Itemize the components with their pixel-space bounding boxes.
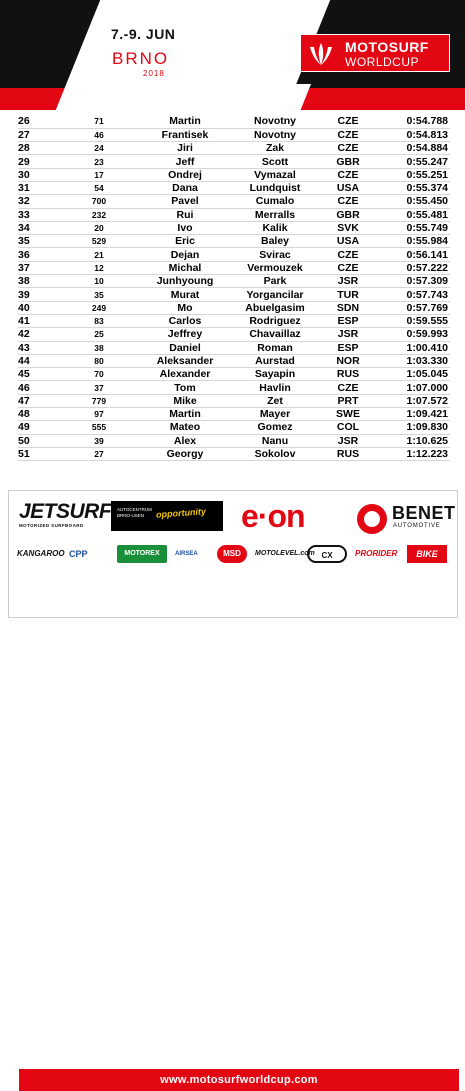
first-name-cell: Martin: [140, 408, 230, 421]
nation-cell: NOR: [320, 354, 376, 367]
nation-cell: SWE: [320, 408, 376, 421]
nation-cell: CZE: [320, 128, 376, 141]
first-name-cell: Frantisek: [140, 128, 230, 141]
lap-time-cell: 0:57.769: [376, 301, 450, 314]
nation-cell: CZE: [320, 168, 376, 181]
nation-cell: GBR: [320, 155, 376, 168]
brand-title: MOTOSURF: [345, 39, 429, 55]
first-name-cell: Rui: [140, 208, 230, 221]
nation-cell: CZE: [320, 195, 376, 208]
prorider-logo: PRORIDER: [355, 549, 398, 558]
bib-number-cell: 83: [58, 314, 140, 327]
lap-time-cell: 1:10.625: [376, 434, 450, 447]
event-city: BRNO: [112, 49, 170, 68]
lap-time-cell: 1:09.830: [376, 421, 450, 434]
position-cell: 47: [18, 394, 58, 407]
table-row: [18, 115, 450, 128]
nation-cell: JSR: [320, 328, 376, 341]
lap-time-cell: 1:05.045: [376, 368, 450, 381]
nation-cell: COL: [320, 421, 376, 434]
position-cell: 50: [18, 434, 58, 447]
table-row: [18, 181, 450, 194]
last-name-cell: Baley: [230, 235, 320, 248]
first-name-cell: Carlos: [140, 314, 230, 327]
last-name-cell: Yorgancilar: [230, 288, 320, 301]
nation-cell: USA: [320, 235, 376, 248]
bib-number-cell: 70: [58, 368, 140, 381]
last-name-cell: Scott: [230, 155, 320, 168]
lap-time-cell: 0:55.251: [376, 168, 450, 181]
motosurf-worldcup-logo: [300, 34, 450, 72]
first-name-cell: Eric: [140, 235, 230, 248]
last-name-cell: Roman: [230, 341, 320, 354]
bib-number-cell: 38: [58, 341, 140, 354]
table-row: [18, 288, 450, 301]
nation-cell: JSR: [320, 434, 376, 447]
position-cell: 29: [18, 155, 58, 168]
lap-time-cell: 0:54.813: [376, 128, 450, 141]
nation-cell: CZE: [320, 248, 376, 261]
first-name-cell: Georgy: [140, 447, 230, 460]
bib-number-cell: 12: [58, 261, 140, 274]
cx-logo: CX: [307, 545, 347, 563]
last-name-cell: Sayapin: [230, 368, 320, 381]
nation-cell: CZE: [320, 381, 376, 394]
nation-cell: CZE: [320, 142, 376, 155]
position-cell: 51: [18, 447, 58, 460]
position-cell: 28: [18, 142, 58, 155]
bib-number-cell: 97: [58, 408, 140, 421]
position-cell: 36: [18, 248, 58, 261]
nation-cell: RUS: [320, 447, 376, 460]
results-table: [18, 115, 450, 461]
lap-time-cell: 0:55.749: [376, 221, 450, 234]
lap-time-cell: 1:03.330: [376, 354, 450, 367]
first-name-cell: Martin: [140, 115, 230, 128]
table-row: [18, 248, 450, 261]
table-row: [18, 354, 450, 367]
position-cell: 44: [18, 354, 58, 367]
last-name-cell: Novotny: [230, 115, 320, 128]
eon-logo: e·on: [241, 498, 305, 534]
position-cell: 49: [18, 421, 58, 434]
bib-number-cell: 249: [58, 301, 140, 314]
table-row: [18, 408, 450, 421]
first-name-cell: Daniel: [140, 341, 230, 354]
lap-time-cell: 1:07.572: [376, 394, 450, 407]
nation-cell: JSR: [320, 275, 376, 288]
table-row: [18, 314, 450, 327]
first-name-cell: Jeffrey: [140, 328, 230, 341]
table-row: [18, 368, 450, 381]
last-name-cell: Abuelgasim: [230, 301, 320, 314]
first-name-cell: Mike: [140, 394, 230, 407]
first-name-cell: Jeff: [140, 155, 230, 168]
lap-time-cell: 1:00.410: [376, 341, 450, 354]
first-name-cell: Alex: [140, 434, 230, 447]
last-name-cell: Kalik: [230, 221, 320, 234]
header-white-cut: [89, 84, 311, 114]
position-cell: 32: [18, 195, 58, 208]
bike-logo: BIKE: [407, 545, 447, 563]
position-cell: 40: [18, 301, 58, 314]
bib-number-cell: 529: [58, 235, 140, 248]
msd-logo: MSD: [217, 545, 247, 563]
nation-cell: RUS: [320, 368, 376, 381]
first-name-cell: Mo: [140, 301, 230, 314]
bib-number-cell: 46: [58, 128, 140, 141]
table-row: [18, 142, 450, 155]
table-row: [18, 381, 450, 394]
table-row: [18, 155, 450, 168]
last-name-cell: Havlin: [230, 381, 320, 394]
jetsurf-logo: [19, 500, 112, 528]
table-row: [18, 195, 450, 208]
airsea-logo: AIRSEA: [175, 551, 198, 557]
nation-cell: CZE: [320, 115, 376, 128]
table-row: [18, 261, 450, 274]
autocentrum-text: AUTOCENTRUM BRNO-USEN: [117, 507, 152, 518]
bib-number-cell: 17: [58, 168, 140, 181]
first-name-cell: Mateo: [140, 421, 230, 434]
cpp-logo: CPP: [69, 549, 88, 559]
brand-subtitle: WORLDCUP: [345, 55, 420, 69]
kangaroo-logo: KANGAROO: [17, 549, 65, 558]
lap-time-cell: 1:07.000: [376, 381, 450, 394]
position-cell: 27: [18, 128, 58, 141]
table-row: [18, 447, 450, 460]
last-name-cell: Zak: [230, 142, 320, 155]
position-cell: 37: [18, 261, 58, 274]
first-name-cell: Ondrej: [140, 168, 230, 181]
first-name-cell: Michal: [140, 261, 230, 274]
bib-number-cell: 80: [58, 354, 140, 367]
last-name-cell: Cumalo: [230, 195, 320, 208]
first-name-cell: Dana: [140, 181, 230, 194]
lap-time-cell: 0:54.788: [376, 115, 450, 128]
lap-time-cell: 0:59.555: [376, 314, 450, 327]
last-name-cell: Nanu: [230, 434, 320, 447]
table-row: [18, 301, 450, 314]
lap-time-cell: 1:09.421: [376, 408, 450, 421]
lap-time-cell: 0:55.984: [376, 235, 450, 248]
lap-time-cell: 0:56.141: [376, 248, 450, 261]
first-name-cell: Murat: [140, 288, 230, 301]
position-cell: 41: [18, 314, 58, 327]
bib-number-cell: 20: [58, 221, 140, 234]
first-name-cell: Tom: [140, 381, 230, 394]
jetsurf-tagline: MOTORIZED SURFBOARD: [19, 523, 84, 528]
table-row: [18, 208, 450, 221]
first-name-cell: Jiri: [140, 142, 230, 155]
nation-cell: GBR: [320, 208, 376, 221]
bib-number-cell: 24: [58, 142, 140, 155]
position-cell: 30: [18, 168, 58, 181]
last-name-cell: Park: [230, 275, 320, 288]
table-row: [18, 394, 450, 407]
nation-cell: SVK: [320, 221, 376, 234]
table-row: [18, 168, 450, 181]
position-cell: 45: [18, 368, 58, 381]
lap-time-cell: 0:57.309: [376, 275, 450, 288]
last-name-cell: Vymazal: [230, 168, 320, 181]
bib-number-cell: 25: [58, 328, 140, 341]
benet-ring-icon: [357, 504, 387, 534]
lap-time-cell: 0:59.993: [376, 328, 450, 341]
sponsors-panel: [8, 490, 458, 1086]
lap-time-cell: 0:55.450: [376, 195, 450, 208]
table-row: [18, 328, 450, 341]
bib-number-cell: 71: [58, 115, 140, 128]
table-row: [18, 434, 450, 447]
benet-tagline: AUTOMOTIVE: [393, 523, 441, 529]
position-cell: 42: [18, 328, 58, 341]
position-cell: 35: [18, 235, 58, 248]
event-date: 7.-9. JUN: [111, 26, 176, 42]
bib-number-cell: 39: [58, 434, 140, 447]
position-cell: 39: [18, 288, 58, 301]
position-cell: 38: [18, 275, 58, 288]
first-name-cell: Aleksander: [140, 354, 230, 367]
table-row: [18, 275, 450, 288]
nation-cell: USA: [320, 181, 376, 194]
table-row: [18, 221, 450, 234]
nation-cell: ESP: [320, 341, 376, 354]
jetsurf-wordmark: JETSURF: [19, 500, 112, 523]
last-name-cell: Novotny: [230, 128, 320, 141]
lap-time-cell: 0:57.222: [376, 261, 450, 274]
bib-number-cell: 779: [58, 394, 140, 407]
nation-cell: ESP: [320, 314, 376, 327]
last-name-cell: Gomez: [230, 421, 320, 434]
lap-time-cell: 0:55.481: [376, 208, 450, 221]
bib-number-cell: 10: [58, 275, 140, 288]
last-name-cell: Merralls: [230, 208, 320, 221]
lap-time-cell: 0:57.743: [376, 288, 450, 301]
last-name-cell: Svirac: [230, 248, 320, 261]
bib-number-cell: 27: [58, 447, 140, 460]
table-row: [18, 235, 450, 248]
table-row: [18, 341, 450, 354]
nation-cell: TUR: [320, 288, 376, 301]
table-row: [18, 421, 450, 434]
bib-number-cell: 21: [58, 248, 140, 261]
table-row: [18, 128, 450, 141]
benet-logo: BENET: [392, 503, 456, 523]
nation-cell: CZE: [320, 261, 376, 274]
lap-time-cell: 0:55.247: [376, 155, 450, 168]
motorex-logo: MOTOREX: [117, 545, 167, 563]
last-name-cell: Aurstad: [230, 354, 320, 367]
first-name-cell: Pavel: [140, 195, 230, 208]
bib-number-cell: 23: [58, 155, 140, 168]
bib-number-cell: 54: [58, 181, 140, 194]
last-name-cell: Zet: [230, 394, 320, 407]
last-name-cell: Sokolov: [230, 447, 320, 460]
motolevel-logo: MOTOLEVEL.com: [255, 550, 315, 557]
lap-time-cell: 0:54.884: [376, 142, 450, 155]
lap-time-cell: 0:55.374: [376, 181, 450, 194]
nation-cell: SDN: [320, 301, 376, 314]
trident-emblem-icon: [306, 39, 336, 69]
first-name-cell: Ivo: [140, 221, 230, 234]
bib-number-cell: 700: [58, 195, 140, 208]
last-name-cell: Chavaillaz: [230, 328, 320, 341]
position-cell: 43: [18, 341, 58, 354]
position-cell: 33: [18, 208, 58, 221]
opportunity-text: opportunity: [155, 506, 207, 520]
event-year: 2018: [143, 69, 165, 78]
position-cell: 26: [18, 115, 58, 128]
last-name-cell: Vermouzek: [230, 261, 320, 274]
position-cell: 34: [18, 221, 58, 234]
first-name-cell: Alexander: [140, 368, 230, 381]
last-name-cell: Lundquist: [230, 181, 320, 194]
last-name-cell: Mayer: [230, 408, 320, 421]
header-banner: [0, 0, 465, 110]
first-name-cell: Junhyoung: [140, 275, 230, 288]
lap-time-cell: 1:12.223: [376, 447, 450, 460]
results-body: [18, 115, 450, 461]
first-name-cell: Dejan: [140, 248, 230, 261]
bib-number-cell: 555: [58, 421, 140, 434]
position-cell: 31: [18, 181, 58, 194]
position-cell: 48: [18, 408, 58, 421]
bib-number-cell: 37: [58, 381, 140, 394]
bib-number-cell: 35: [58, 288, 140, 301]
position-cell: 46: [18, 381, 58, 394]
autocentrum-logo: [111, 501, 223, 531]
last-name-cell: Rodriguez: [230, 314, 320, 327]
nation-cell: PRT: [320, 394, 376, 407]
footer-url[interactable]: www.motosurfworldcup.com: [19, 1069, 459, 1091]
bib-number-cell: 232: [58, 208, 140, 221]
